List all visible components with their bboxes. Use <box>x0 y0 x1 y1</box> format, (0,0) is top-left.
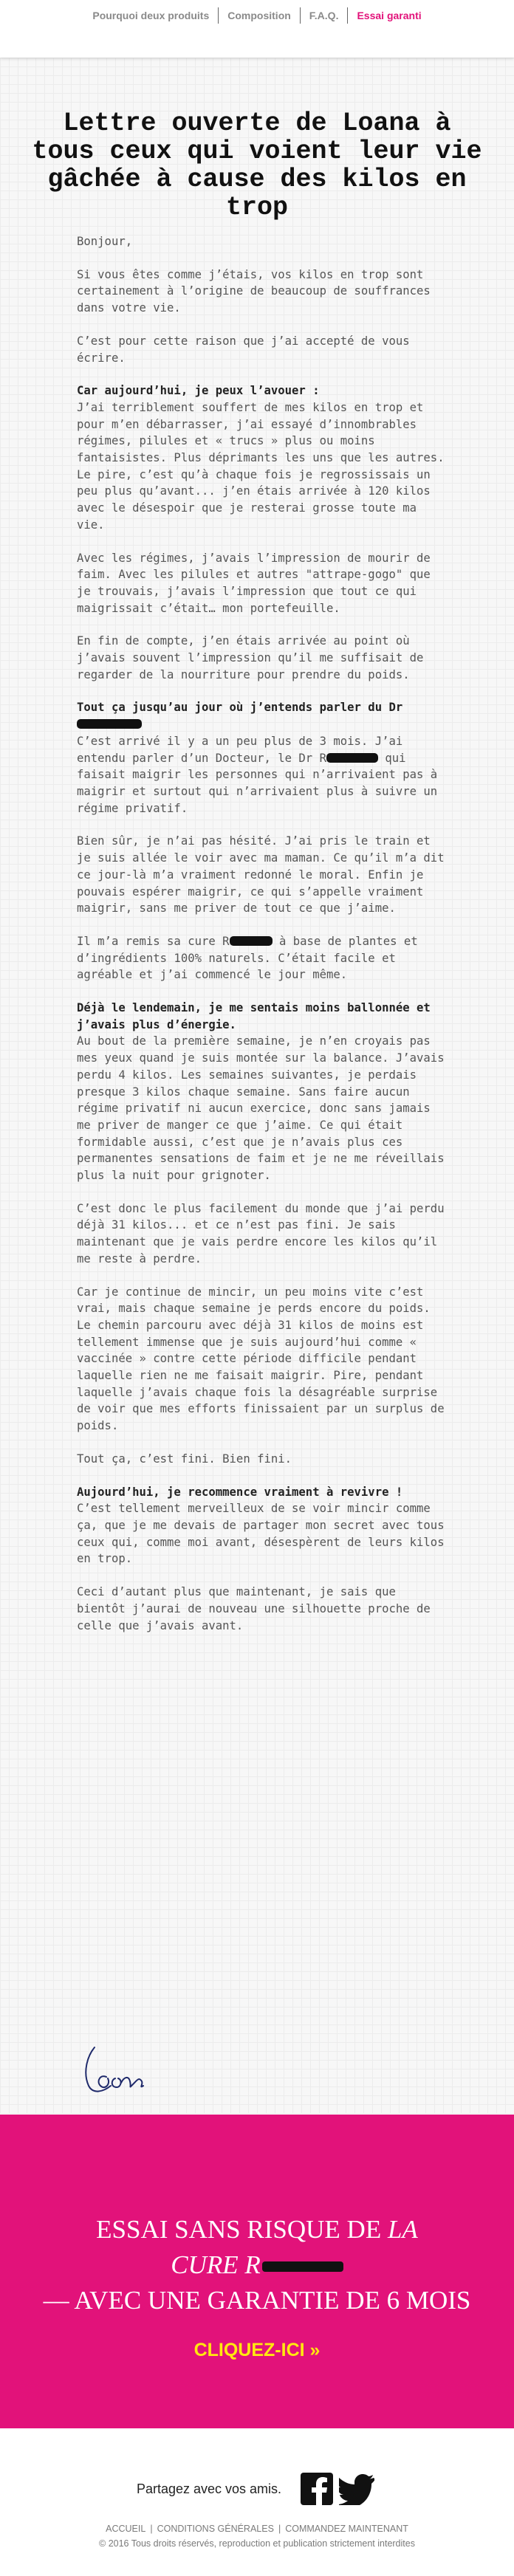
letter-paragraph-text: à base de plantes et d’ingrédients 100% naturels. C’était facile et agréable et j’ai commencé le jour même. <box>77 934 418 982</box>
letter-paragraph: Car je continue de mincir, un peu moins vite c’est vrai, mais chaque semaine je perds encore du poids. Le chemin parcouru avec déjà 31 kilos de moins est tellement immense que je suis aujourd’hui comme « vaccinée » contre cette période difficile pendant laquelle rien ne me faisait maigrir. Pire, pendant laquelle j’avais chaque fois la désagréable surprise de voir que mes efforts finissaient par un surplus de poids. <box>77 1285 445 1433</box>
letter-paragraph: Avec les régimes, j’avais l’impression de mourir de faim. Avec les pilules et autres "attrape-gogo" que je trouvais, j’avais l’impression que tout ce qui maigrissait c’était… mon portefeuille. <box>77 551 431 615</box>
redaction-mark <box>326 753 378 763</box>
letter-paragraph <box>77 1484 446 1568</box>
letter-emphasis: Car aujourd’hui, je peux l’avouer : <box>77 384 320 398</box>
letter-paragraph: En fin de compte, j’en étais arrivée au point où j’avais souvent l’impression qu’il me suffisait de regarder de la nourriture pour prendre du poids. <box>77 634 424 681</box>
facebook-icon[interactable] <box>301 2473 333 2505</box>
cta-headline-text: ESSAI SANS RISQUE DE <box>96 2215 382 2244</box>
footer <box>0 2524 514 2549</box>
letter-paragraph <box>77 382 446 533</box>
letter-paragraph-text: Au bout de la première semaine, je n’en croyais pas mes yeux quand je suis montée sur la balance. J’avais perdu 4 kilos. Les semaines suivantes, je perdais presque 3 kilos chaque semaine. Sans faire aucun régime privatif ni aucun exercice, donc sans jamais me priver de manger ce que j’aime. Ce qui était formidable aussi, c’est que je n’avais plus ces permanentes sensations de faim et je ne me réveillais plus la nuit pour grignoter. <box>77 1034 445 1183</box>
letter-title: Lettre ouverte de Loana à tous ceux qui voient leur vie gâchée à cause des kilos en trop <box>32 109 482 222</box>
nav-link-composition[interactable]: Composition <box>227 10 291 21</box>
cta-headline-italic: CURE R <box>171 2250 261 2279</box>
letter-paragraph: Ceci d’autant plus que maintenant, je sais que bientôt j’aurai de nouveau une silhouette proche de celle que j’avais avant. <box>77 1585 431 1632</box>
letter-emphasis: Tout ça jusqu’au jour où j’entends parler du Dr <box>77 701 403 715</box>
redaction-mark <box>77 719 142 729</box>
footer-divider: | <box>150 2524 153 2534</box>
letter-paragraph <box>77 699 446 817</box>
letter-paragraph-text: qui faisait maigrir les personnes qui n’arrivaient pas à maigrir et surtout qui n’arrivaient plus à suivre un régime privatif. <box>77 751 438 815</box>
letter-paragraph-text: J’ai terriblement souffert de mes kilos en trop et pour m’en débarrasser, j’ai essayé d’innombrables régimes, pilules et « trucs » plus ou moins fantaisistes. Plus déprimants les uns que les autres. Le pire, c’est qu’à chaque fois je regrossissais un peu plus qu’avant... j’en étais arrivée à 120 kilos avec le désespoir que je resterai grosse toute ma vie. <box>77 400 445 532</box>
share-bar <box>0 2470 514 2507</box>
footer-links <box>0 2524 514 2534</box>
footer-link-conditions[interactable]: CONDITIONS GÉNÉRALES <box>157 2524 274 2534</box>
letter-paragraph: C’est donc le plus facilement du monde que j’ai perdu déjà 31 kilos... et ce n’est pas fini. Je sais maintenant que je vais perdre encore les kilos qu’il me reste à perdre. <box>77 1201 445 1265</box>
letter-paragraph: C’est pour cette raison que j’ai accepté de vous écrire. <box>77 334 410 365</box>
letter-body <box>77 233 446 1650</box>
redaction-mark <box>230 936 273 946</box>
footer-link-accueil[interactable]: ACCUEIL <box>106 2524 146 2534</box>
letter-paragraph <box>77 1000 446 1184</box>
cta-headline-text: — AVEC UNE GARANTIE DE 6 MOIS <box>43 2286 471 2315</box>
letter-paragraph: Bien sûr, je n’ai pas hésité. J’ai pris le train et je suis allée le voir avec ma maman. Ce qu’il m’a dit ce jour-là m’a vraiment redonné le moral. Enfin je pouvais espérer maigrir, ce qui s’appelle vraiment maigrir, sans me priver de tout ce que j’aime. <box>77 834 445 916</box>
cta-button[interactable]: CLIQUEZ-ICI » <box>193 2340 321 2360</box>
letter-emphasis: Déjà le lendemain, je me sentais moins ballonnée et j’avais plus d’énergie. <box>77 1001 431 1031</box>
letter-paragraph: Tout ça, c’est fini. Bien fini. <box>77 1452 292 1466</box>
cta-headline <box>0 2212 514 2318</box>
letter-emphasis: Aujourd’hui, je recommence vraiment à revivre ! <box>77 1485 403 1499</box>
nav-link-pourquoi[interactable]: Pourquoi deux produits <box>92 10 210 21</box>
letter-paragraph-text: C’est tellement merveilleux de se voir mincir comme ça, que je me devais de partager mon secret avec tous ceux qui, comme moi avant, désespèrent de leurs kilos en trop. <box>77 1502 445 1566</box>
letter-greeting: Bonjour, <box>77 235 133 248</box>
footer-link-commandez[interactable]: COMMANDEZ MAINTENANT <box>285 2524 408 2534</box>
footer-copyright: © 2016 Tous droits réservés, reproduction et publication strictement interdites <box>99 2538 415 2549</box>
top-navigation <box>0 0 514 58</box>
twitter-icon[interactable] <box>339 2473 374 2505</box>
letter-paragraph <box>77 933 446 983</box>
nav-link-essai-garanti[interactable]: Essai garanti <box>357 10 422 21</box>
cta-banner <box>0 2115 514 2428</box>
letter-paragraph-text: Il m’a remis sa cure R <box>77 934 230 948</box>
share-label: Partagez avec vos amis. <box>136 2481 282 2496</box>
letter-paragraph-text: C’est arrivé il y a un peu plus de 3 mois. J’ai entendu parler d’un Docteur, le Dr R <box>77 734 403 765</box>
signature-loana <box>74 2034 162 2101</box>
redaction-mark <box>262 2261 343 2272</box>
letter-paragraph: Si vous êtes comme j’étais, vos kilos en trop sont certainement à l’origine de beaucoup de souffrances dans votre vie. <box>77 267 431 315</box>
cta-headline-italic: LA <box>387 2215 418 2244</box>
footer-divider: | <box>278 2524 281 2534</box>
nav-link-faq[interactable]: F.A.Q. <box>309 10 339 21</box>
